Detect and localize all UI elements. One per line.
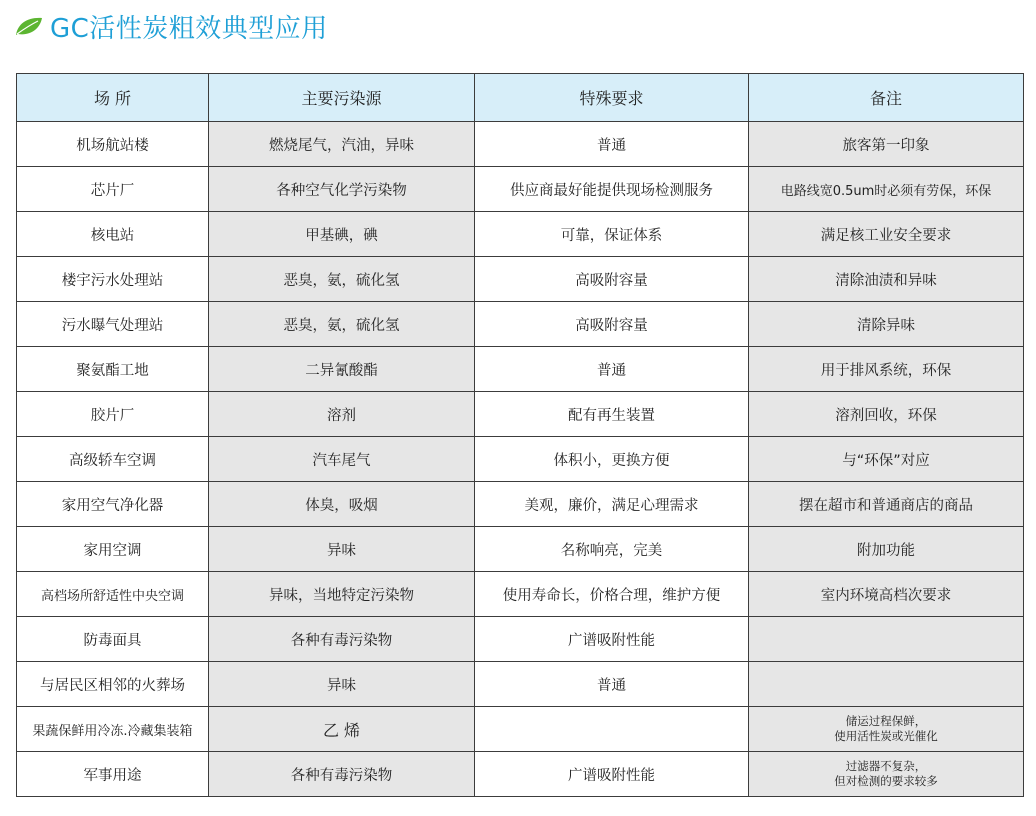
cell-special-requirement: 体积小，更换方便: [475, 437, 749, 482]
cell-remark: 与“环保”对应: [749, 437, 1024, 482]
cell-pollution-source: 乙 烯: [209, 707, 475, 752]
cell-location: 高级轿车空调: [17, 437, 209, 482]
cell-special-requirement: 广谱吸附性能: [475, 617, 749, 662]
table-row: [17, 347, 1024, 392]
cell-pollution-source: 溶剂: [209, 392, 475, 437]
cell-pollution-source: 汽车尾气: [209, 437, 475, 482]
cell-remark: [749, 662, 1024, 707]
cell-location: 果蔬保鲜用冷冻.冷藏集装箱: [17, 707, 209, 752]
cell-remark: 附加功能: [749, 527, 1024, 572]
table-row: [17, 527, 1024, 572]
cell-special-requirement: 广谱吸附性能: [475, 752, 749, 797]
table-row: [17, 302, 1024, 347]
cell-location: 核电站: [17, 212, 209, 257]
page-title: GC活性炭粗效典型应用: [50, 13, 328, 44]
cell-special-requirement: 高吸附容量: [475, 302, 749, 347]
cell-pollution-source: 甲基碘，碘: [209, 212, 475, 257]
cell-special-requirement: 美观，廉价，满足心理需求: [475, 482, 749, 527]
cell-pollution-source: 异味，当地特定污染物: [209, 572, 475, 617]
cell-location: 芯片厂: [17, 167, 209, 212]
table-row: [17, 392, 1024, 437]
cell-special-requirement: 配有再生装置: [475, 392, 749, 437]
cell-remark: 电路线宽0.5um时必须有劳保，环保: [749, 167, 1024, 212]
cell-pollution-source: 二异氰酸酯: [209, 347, 475, 392]
cell-pollution-source: 各种空气化学污染物: [209, 167, 475, 212]
table-row: [17, 167, 1024, 212]
page-header: [14, 8, 328, 44]
cell-location: 污水曝气处理站: [17, 302, 209, 347]
table-row: [17, 257, 1024, 302]
cell-remark: 过滤器不复杂， 但对检测的要求较多: [749, 752, 1024, 797]
table-row: [17, 752, 1024, 797]
cell-pollution-source: 体臭，吸烟: [209, 482, 475, 527]
table-row: [17, 707, 1024, 752]
cell-pollution-source: 恶臭，氨，硫化氢: [209, 302, 475, 347]
cell-location: 楼宇污水处理站: [17, 257, 209, 302]
green-leaf-icon: [14, 15, 44, 37]
table-row: [17, 617, 1024, 662]
cell-special-requirement: 高吸附容量: [475, 257, 749, 302]
cell-location: 家用空调: [17, 527, 209, 572]
cell-remark: 储运过程保鲜， 使用活性炭或光催化: [749, 707, 1024, 752]
cell-remark: 溶剂回收，环保: [749, 392, 1024, 437]
cell-special-requirement: 普通: [475, 122, 749, 167]
cell-remark: 清除油渍和异味: [749, 257, 1024, 302]
cell-pollution-source: 燃烧尾气，汽油，异味: [209, 122, 475, 167]
cell-pollution-source: 恶臭，氨，硫化氢: [209, 257, 475, 302]
cell-special-requirement: 普通: [475, 347, 749, 392]
cell-pollution-source: 异味: [209, 662, 475, 707]
table-row: [17, 662, 1024, 707]
table-row: [17, 437, 1024, 482]
table-row: [17, 122, 1024, 167]
table-row: [17, 482, 1024, 527]
table-row: [17, 212, 1024, 257]
cell-special-requirement: [475, 707, 749, 752]
cell-remark: 室内环境高档次要求: [749, 572, 1024, 617]
table-header-row: [17, 74, 1024, 122]
cell-location: 军事用途: [17, 752, 209, 797]
cell-location: 家用空气净化器: [17, 482, 209, 527]
header-remark: 备注: [749, 74, 1024, 122]
cell-location: 防毒面具: [17, 617, 209, 662]
cell-remark: 满足核工业安全要求: [749, 212, 1024, 257]
cell-remark: [749, 617, 1024, 662]
header-special-requirement: 特殊要求: [475, 74, 749, 122]
cell-location: 与居民区相邻的火葬场: [17, 662, 209, 707]
cell-pollution-source: 异味: [209, 527, 475, 572]
cell-location: 高档场所舒适性中央空调: [17, 572, 209, 617]
table-row: [17, 572, 1024, 617]
cell-location: 机场航站楼: [17, 122, 209, 167]
cell-pollution-source: 各种有毒污染物: [209, 752, 475, 797]
cell-location: 胶片厂: [17, 392, 209, 437]
cell-remark: 用于排风系统，环保: [749, 347, 1024, 392]
cell-remark: 清除异味: [749, 302, 1024, 347]
cell-special-requirement: 可靠，保证体系: [475, 212, 749, 257]
header-location: 场 所: [17, 74, 209, 122]
cell-special-requirement: 名称响亮，完美: [475, 527, 749, 572]
cell-remark: 摆在超市和普通商店的商品: [749, 482, 1024, 527]
applications-table: [16, 73, 1024, 797]
cell-special-requirement: 普通: [475, 662, 749, 707]
cell-special-requirement: 供应商最好能提供现场检测服务: [475, 167, 749, 212]
cell-pollution-source: 各种有毒污染物: [209, 617, 475, 662]
header-pollution-source: 主要污染源: [209, 74, 475, 122]
cell-location: 聚氨酯工地: [17, 347, 209, 392]
cell-special-requirement: 使用寿命长，价格合理，维护方便: [475, 572, 749, 617]
cell-remark: 旅客第一印象: [749, 122, 1024, 167]
